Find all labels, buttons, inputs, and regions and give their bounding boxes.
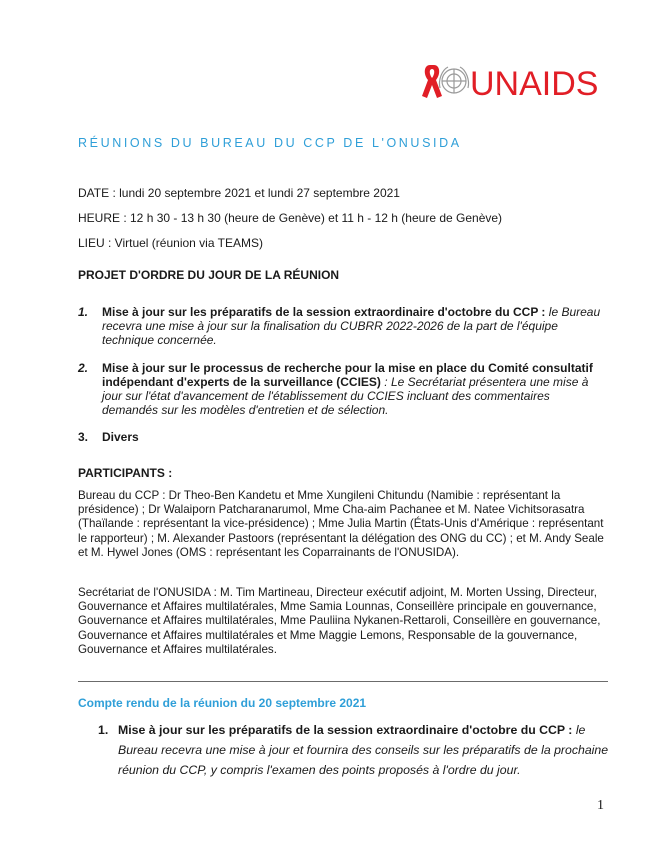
- agenda-item-number: 3.: [78, 430, 89, 444]
- un-emblem-icon: [439, 67, 468, 93]
- minutes-item-title: Mise à jour sur les préparatifs de la session extraordinaire d'octobre du CCP :: [118, 723, 573, 737]
- minutes-heading: Compte rendu de la réunion du 20 septembre 2021: [78, 696, 367, 710]
- page-title: RÉUNIONS DU BUREAU DU CCP DE L'ONUSIDA: [78, 136, 462, 150]
- meeting-location: LIEU : Virtuel (réunion via TEAMS): [78, 236, 263, 250]
- agenda-item-description: : Le Secrétariat présentera une mise à jour sur l'état d'avancement de l'établissement du CCIES incluant des commentaires demandés sur les modèles d'entretien et de sélection.: [102, 375, 589, 417]
- participants-secretariat: Secrétariat de l'ONUSIDA : M. Tim Martineau, Directeur exécutif adjoint, M. Morten Ussing, Directeur, Gouvernance et Affaires multilatérales, Mme Samia Lounnas, Conseillère principale en gouvernance, Gouvernance et Affaires multilatérales, Mme Pauliina Nykanen-Rettaroli, Conseillère en gouvernance, Gouvernance et Affaires multilatérales et Mme Maggie Lemons, Responsable de la gouvernance, Gouvernance et Affaires multilatérales.: [78, 586, 601, 656]
- meeting-date: DATE : lundi 20 septembre 2021 et lundi 27 septembre 2021: [78, 186, 400, 200]
- participants-bureau: Bureau du CCP : Dr Theo-Ben Kandetu et Mme Xungileni Chitundu (Namibie : représentant la présidence) ; Dr Walaiporn Patcharanarumol, Mme Cha-aim Pachanee et M. Natee Vichitsorasatra (Thaïlande : représentant la vice-présidence) ; Mme Julia Martin (États-Unis d'Amérique : représentant le rapporteur) ; M. Alexander Pastoors (représentant la délégation des ONG du CC) ; et M. Andy Seale et M. Hywel Jones (OMS : représentant les Coparrainants de l'ONUSIDA).: [78, 489, 604, 559]
- agenda-item: [78, 430, 608, 444]
- meeting-time: HEURE : 12 h 30 - 13 h 30 (heure de Genève) et 11 h - 12 h (heure de Genève): [78, 211, 503, 225]
- participants-heading: PARTICIPANTS :: [78, 466, 173, 480]
- agenda-item-title: Mise à jour sur le processus de recherche pour la mise en place du Comité consultatif indépendant d'experts de la surveillance (CCIES): [102, 361, 593, 389]
- agenda-heading: PROJET D'ORDRE DU JOUR DE LA RÉUNION: [78, 268, 340, 282]
- unaids-logo: [418, 60, 606, 104]
- minutes-item-number: 1.: [98, 723, 109, 737]
- agenda-item-description: le Bureau recevra une mise à jour sur la finalisation du CUBRR 2022-2026 de la part de l'équipe technique concernée.: [102, 305, 601, 347]
- minutes-item-description: le Bureau recevra une mise à jour et fournira des conseils sur les préparatifs de la prochaine réunion du CCP, y compris l'examen des points proposés à l'ordre du jour.: [118, 723, 609, 777]
- agenda-item-number: 2.: [78, 361, 89, 375]
- logo-wordmark: UNAIDS: [470, 65, 599, 103]
- minutes-item: [98, 720, 613, 780]
- agenda-item-title: Mise à jour sur les préparatifs de la session extraordinaire d'octobre du CCP :: [102, 305, 546, 319]
- agenda-item: [78, 361, 608, 417]
- agenda-item: [78, 305, 608, 347]
- page-number: 1: [597, 798, 604, 813]
- agenda-item-title: Divers: [102, 430, 139, 444]
- section-divider: [78, 681, 608, 682]
- agenda-item-number: 1.: [78, 305, 89, 319]
